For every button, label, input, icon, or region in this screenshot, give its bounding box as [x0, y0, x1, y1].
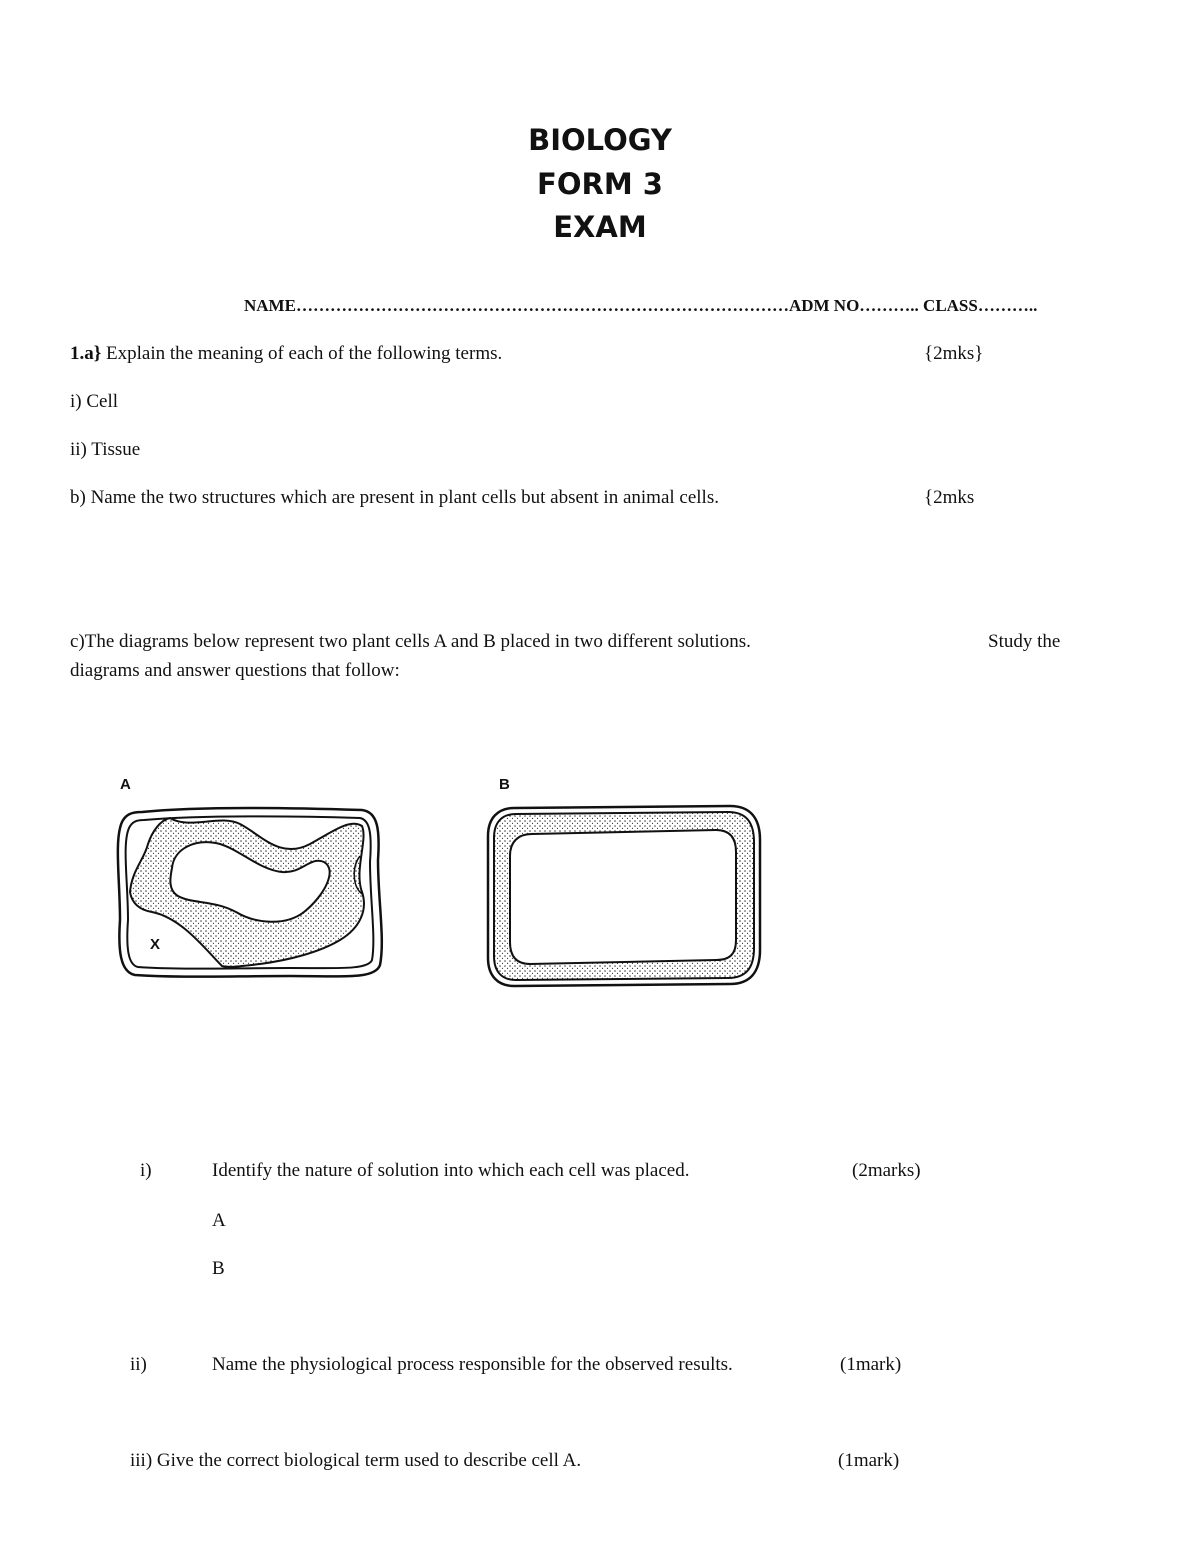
- subq-iii-marks: (1mark): [838, 1450, 900, 1471]
- exam-title-exam: EXAM: [553, 210, 647, 244]
- diagram-label-x: X: [150, 936, 161, 953]
- diagram-label-a: A: [120, 776, 131, 793]
- subq-ii-marks: (1mark): [840, 1354, 902, 1375]
- diagram-label-b: B: [499, 776, 510, 793]
- subq-i-answer-b: B: [212, 1258, 225, 1279]
- cell-b-diagram: [484, 800, 764, 990]
- question-1a-number: 1.a}: [70, 343, 102, 364]
- exam-title-subject: BIOLOGY: [528, 123, 672, 157]
- exam-title-form: FORM 3: [537, 167, 663, 201]
- cell-b-vacuole: [510, 830, 736, 964]
- question-1c-line2: diagrams and answer questions that follow:: [70, 660, 400, 681]
- student-details-line: NAME……………………………………………………………………………ADM NO……….. CLASS………..: [244, 296, 1038, 315]
- subq-i-number: i): [140, 1160, 152, 1181]
- term-tissue: ii) Tissue: [70, 439, 141, 460]
- question-1c-line1: c)The diagrams below represent two plant cells A and B placed in two different solutions.: [70, 631, 751, 652]
- subq-ii-text: Name the physiological process responsible for the observed results.: [212, 1354, 733, 1375]
- subq-iii-text: Give the correct biological term used to describe cell A.: [156, 1450, 582, 1471]
- cell-a-diagram: [110, 800, 390, 990]
- subq-i-text: Identify the nature of solution into which each cell was placed.: [212, 1160, 690, 1181]
- question-1b-text: b) Name the two structures which are present in plant cells but absent in animal cells.: [70, 487, 719, 508]
- question-1a-text: Explain the meaning of each of the following terms.: [106, 343, 503, 364]
- subq-iii: [130, 1451, 581, 1470]
- subq-i-marks: (2marks): [852, 1160, 921, 1181]
- question-1a-marks: {2mks}: [924, 343, 984, 364]
- subq-iii-number: iii): [130, 1450, 153, 1471]
- question-1a: [70, 344, 502, 363]
- question-1c-line1-end: Study the: [988, 631, 1061, 652]
- term-cell: i) Cell: [70, 391, 119, 412]
- question-1b-marks: {2mks: [924, 487, 975, 508]
- subq-i-answer-a: A: [212, 1210, 226, 1231]
- subq-ii-number: ii): [130, 1354, 147, 1375]
